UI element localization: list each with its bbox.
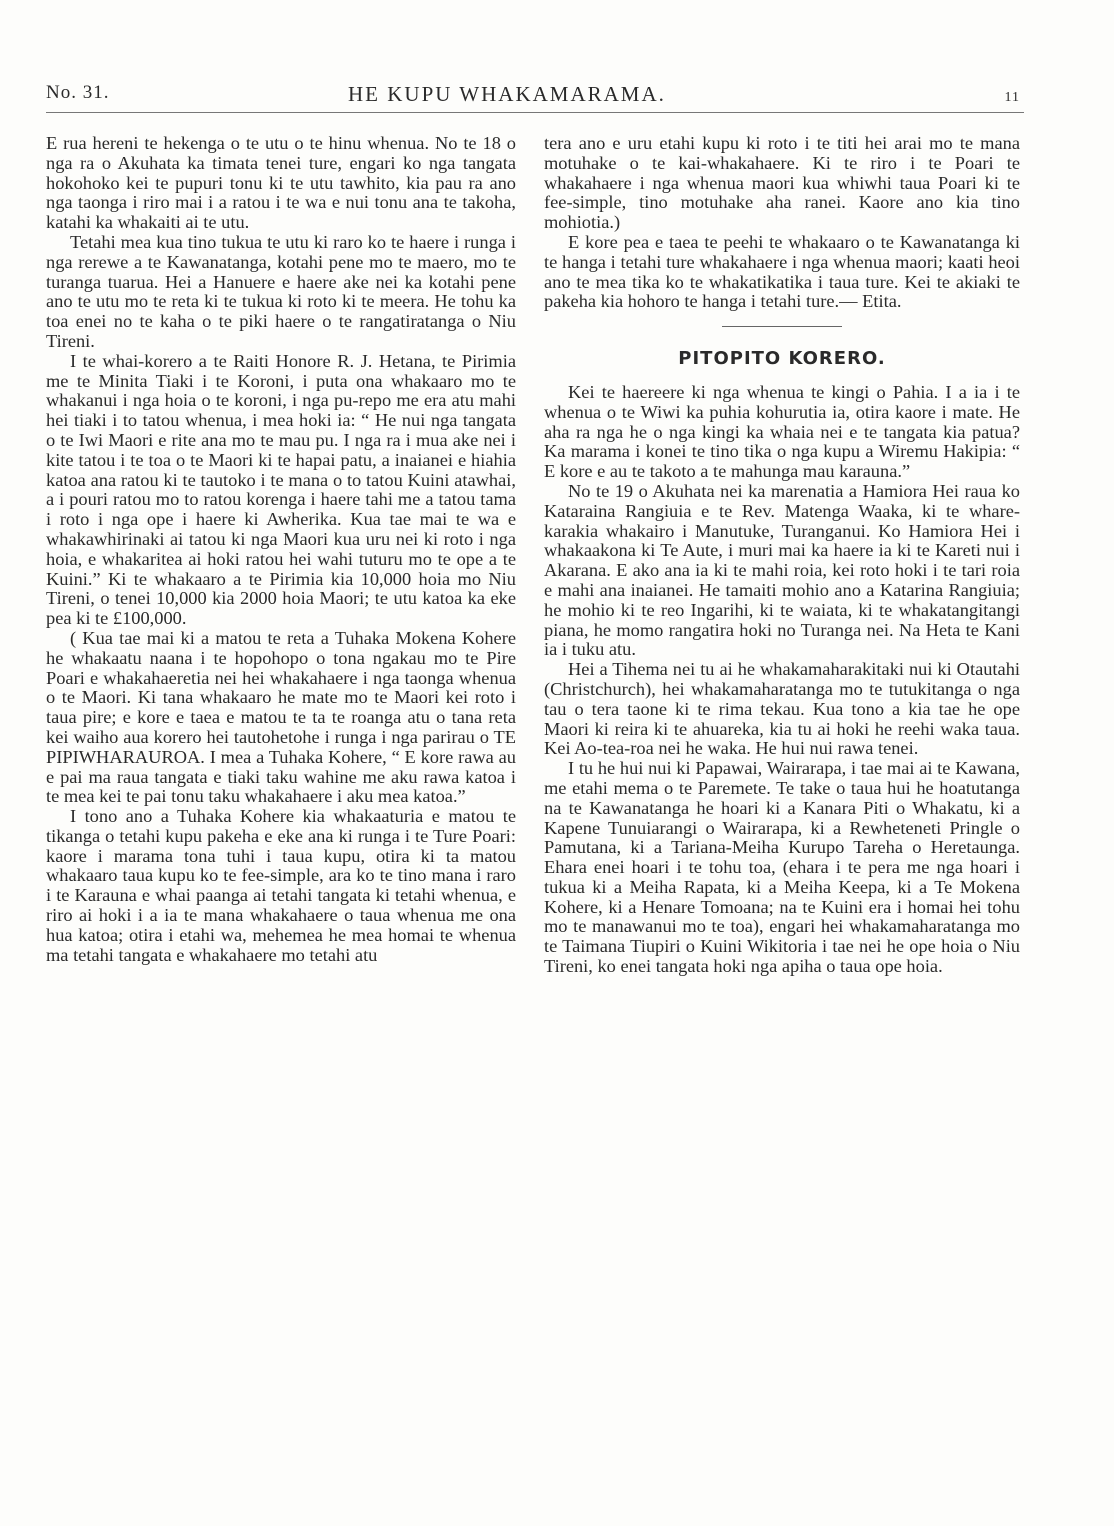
page-number: 11 bbox=[1004, 90, 1020, 105]
page-header bbox=[46, 80, 1024, 113]
paragraph: I tono ano a Tuhaka Kohere kia whakaaturia e matou te tikanga o tetahi kupu pakeha e eke ana ki runga i te Ture Poari: kaore i marama tona tuhi i taua kupu, otira ki ta matou whakaaro taua kupu ko te fee-simple, ara ko te tino mana i raro i te Karauna e whai paanga ai tetahi tangata ki tetahi whenua, e riro ai hoki i a ia te mana whakahaere o taua whenua me ona hua katoa; otira i etahi wa, mehemea he mea homai te whenua ma tetahi tangata e whakahaere mo tetahi atu bbox=[46, 806, 516, 965]
issue-number: No. 31. bbox=[46, 82, 110, 103]
section-heading: PITOPITO KORERO. bbox=[678, 348, 886, 370]
section-divider bbox=[722, 326, 842, 327]
paragraph: Tetahi mea kua tino tukua te utu ki raro ko te haere i runga i nga rerewe a te Kawanatanga, kotahi pene mo te maero, mo te turanga tuarua. Hei a Hanuere e haere ake nei ka kotahi pene ano te utu mo te reta ki te tukua ki roto ki te meera. He tohu ka toa enei no te kaha o te piki haere o te rangatiratanga o Niu Tireni. bbox=[46, 231, 516, 351]
paragraph: No te 19 o Akuhata nei ka marenatia a Hamiora Hei raua ko Kataraina Rangiuia e te Rev. Matenga Waaka, ki te whare-karakia whakairo i Manutuke, Turanganui. Ko Hamiora Hei i whakaakona ki Te Aute, i muri mai ka haere ia ki te Kareti nui i Akarana. E ako ana ia ki te mahi roia, kei roto hoki i te tari roia e mahi ana inaianei. He tamaiti mohio ano a Katarina Rangiuia; he mohio ki te reo Ingarihi, ki te waiata, ki te whakatangitangi piana, he momo rangatira hoki no Turanga nei. Na Heta te Kani ia i tuku atu. bbox=[544, 480, 1020, 660]
paragraph: Kei te haereere ki nga whenua te kingi o Pahia. I a ia i te whenua o te Wiwi ka puhia kohurutia ia, otira kaore i mate. He aha ra nga he o nga kingi ka whaia nei e te tangata kia patua? Ka marama i konei te tino tika o nga kupu a Wiremu Hakipia: “ E kore e au te takoto a te mahunga mau karauna.” bbox=[544, 381, 1020, 482]
right-column bbox=[544, 134, 1020, 977]
paragraph: tera ano e uru etahi kupu ki roto i te titi hei arai mo te mana motuhake o te kai-whakahaere. Ki te riro i te Poari te whakahaere i nga whenua maori kua whiwhi taua Poari ki te fee-simple, tino motuhake aha ranei. Kaore ano kia tino mohiotia.) bbox=[544, 133, 1020, 233]
paragraph: I tu he hui nui ki Papawai, Wairarapa, i tae mai ai te Kawana, me etahi mema o te Paremete. Te take o taua hui he hoatutanga na te Kawanatanga he hoari ki a Kanara Piti o Whakatu, ki a Kapene Tunuiarangi o Wairarapa, ki a Rewheteneti Pringle o Pamutana, ki a Tariana-Meiha Kurupo Tareha o Heretaunga. Ehara enei hoari i te tohu toa, (ehara i te pera me nga hoari i tukua ki a Meiha Rapata, ki a Meiha Keepa, ki a Te Mokena Kohere, ki a Henare Tomoana; na te Kuini era i homai hei tohu mo te manawanui mo te toa), engari hei whakamaharatanga mo te Taimana Tiupiri o Kuini Wikitoria i tae nei he ope hoia o Niu Tireni, ko enei tangata hoki nga apiha o taua ope hoia. bbox=[544, 758, 1020, 977]
publication-title: HE KUPU WHAKAMARAMA. bbox=[348, 82, 666, 106]
paragraph: E rua hereni te hekenga o te utu o te hinu whenua. No te 18 o nga ra o Akuhata ka timata tenei ture, engari ko nga tangata hokohoko kei te pupuri tonu ki te utu tawhito, kia pau ra ano nga taonga i riro mai i a ratou i te wa e nui tonu ana te takoha, katahi ka whakaiti ai te utu. bbox=[46, 133, 516, 233]
paragraph: I te whai-korero a te Raiti Honore R. J. Hetana, te Pirimia me te Minita Tiaki i te Koroni, i puta ona whakaaro mo te whakanui i nga hoia o te koroni, i nga pu-repo me era atu mahi hei tiaki i to tatou whenua, i mea hoki ia: “ He nui nga tangata o te Iwi Maori e rite ana mo te mau pu. I nga ra i mua ake nei i kite tatou i te toa o te Maori ki te hapai patu, a inaianei e hiahia katoa ana ratou ki te tautoko i te mana o to tatou Kuini atawhai, a i pouri ratou mo to ratou korenga i haere tahi me a tatou tama i roto i nga ope i haere ki Awherika. Kua tae mai te wa e whakawhirinaki ai tatou ki nga Maori kua uru nei ki roto i nga hoia, e whakaritea ai hoki ratou hei wahi tuturu mo te ope a te Kuini.” Ki te whakaaro a te Pirimia kia 10,000 hoia mo Niu Tireni, o tenei 10,000 kia 2000 hoia Maori; te utu katoa ka eke pea ki te £100,000. bbox=[46, 350, 516, 629]
paragraph: Hei a Tihema nei tu ai he whakamaharakitaki nui ki Otautahi (Christchurch), hei whakamaharatanga mo te tutukitanga o nga tau o tera taone ki te rima tekau. Kua tono a kia tae he ope Maori ki reira ki te ahuareka, kia tu ai hoki he reehi waka taua. Kei Ao-tea-roa nei he waka. He hui nui rawa tenei. bbox=[544, 659, 1020, 759]
paragraph: E kore pea e taea te peehi te whakaaro o te Kawanatanga ki te hanga i tetahi ture whakahaere i nga whenua maori; kaati heoi ano te mea tika ko te whakatikatika i taua ture. Kei te akiaki te pakeha kia hohoro te hanga i tetahi ture.— Etita. bbox=[544, 231, 1020, 312]
left-column bbox=[46, 134, 516, 965]
paragraph: ( Kua tae mai ki a matou te reta a Tuhaka Mokena Kohere he whakaatu naana i te hopohopo o tona ngakau mo te Pire Poari e whakahaeretia nei hei whakahaere i nga taonga whenua o te Maori. Ki tana whakaaro he mate mo te Maori kei roto i taua pire; e kore e taea e matou te ta te roanga atu o tana reta kei waiho aua korero hei tautohetohe i runga i nga parirau o TE PIPIWHARAUROA. I mea a Tuhaka Kohere, “ E kore rawa au e pai ma raua tangata e tiaki taku wahine me aku rawa katoa i te mea kei te pai tonu taku whakahaere i aku mea katoa.” bbox=[46, 627, 516, 807]
